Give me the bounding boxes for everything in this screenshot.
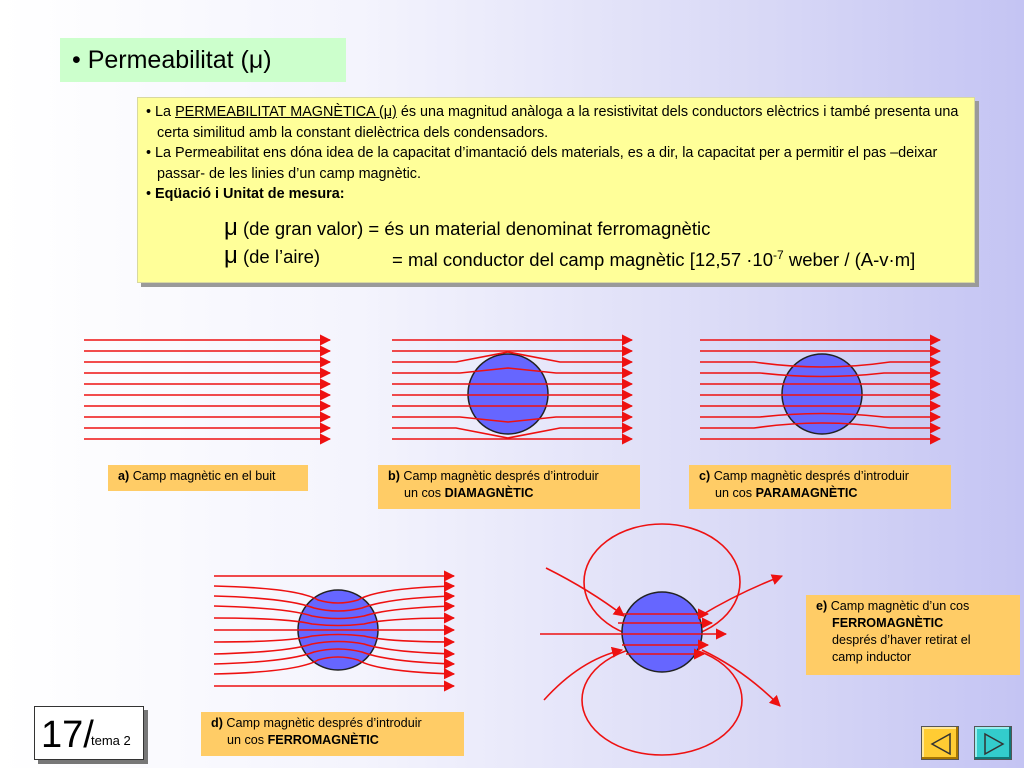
info-paragraph-2: • La Permeabilitat ens dóna idea de la capacitat d’imantació dels materials, es a dir, la capacitat per a permitir el pas –deixar passar- de les linies d’un camp magnètic.	[146, 145, 938, 182]
page-number-box	[34, 706, 144, 760]
caption-c	[689, 465, 951, 509]
page-number: 17/	[41, 714, 94, 756]
caption-b	[378, 465, 640, 509]
caption-material: FERROMAGNÈTIC	[832, 616, 944, 630]
diagram-paramagnetic	[694, 328, 956, 456]
permeability-term: PERMEABILITAT MAGNÈTICA (μ)	[175, 104, 397, 120]
caption-d	[201, 712, 464, 756]
caption-line-2	[388, 485, 632, 502]
exponent: -7	[773, 247, 784, 262]
caption-material: FERROMAGNÈTIC	[267, 733, 379, 747]
field-line	[700, 576, 782, 616]
caption-material: PARAMAGNÈTIC	[755, 486, 858, 500]
bullet: •	[146, 186, 156, 202]
slide-title: • Permeabilitat (μ)	[60, 38, 346, 82]
caption-text: Camp magnètic després d’introduir	[710, 469, 909, 483]
caption-text: Camp magnètic després d’introduir	[222, 716, 422, 730]
magnetized-body	[622, 592, 702, 672]
caption-text: un cos	[715, 486, 756, 500]
diagram-ferromagnetic	[208, 566, 470, 698]
formula-ferromagnetic	[146, 214, 964, 242]
formula-value	[392, 242, 915, 273]
mu-symbol: μ	[224, 213, 238, 241]
info-box	[137, 97, 975, 283]
triangle-right-icon	[975, 727, 1013, 761]
diagram-diamagnetic	[386, 328, 648, 456]
formula-air	[146, 242, 964, 270]
caption-letter: d)	[211, 716, 223, 730]
info-paragraph-1	[146, 102, 964, 143]
caption-text: camp inductor	[832, 650, 912, 664]
info-text: La	[155, 104, 176, 120]
diagram-vacuum	[78, 328, 340, 456]
bullet: •	[146, 104, 156, 120]
caption-text: un cos	[404, 486, 445, 500]
caption-text: Camp magnètic d’un cos	[827, 599, 970, 613]
caption-letter: c)	[699, 469, 711, 483]
caption-a	[108, 465, 308, 491]
diagram-magnetized	[530, 520, 800, 765]
caption-line-2	[211, 732, 456, 749]
caption-letter: a)	[118, 469, 130, 483]
caption-letter: e)	[816, 599, 828, 613]
caption-text: Camp magnètic després d’introduir	[399, 469, 599, 483]
formula-text: = mal conductor del camp magnètic [12,57 ·10	[392, 248, 774, 270]
next-slide-button[interactable]	[974, 726, 1012, 760]
caption-letter: b)	[388, 469, 400, 483]
previous-slide-button[interactable]	[921, 726, 959, 760]
caption-text: després d’haver retirat el	[832, 633, 971, 647]
caption-text: un cos	[227, 733, 268, 747]
info-text: és una magnitud anàloga a la resistivitat dels conductors elèctrics i també presenta una certa similitud amb la constant dielèctrica dels condensadors.	[157, 104, 959, 141]
equation-heading: Eqüació i Unitat de mesura:	[155, 186, 345, 202]
page-subtitle: tema 2	[91, 733, 131, 748]
formula-text: weber / (A-v·m]	[783, 248, 916, 270]
triangle-left-icon	[922, 727, 960, 761]
caption-e	[806, 595, 1020, 675]
info-paragraph-3	[146, 184, 964, 205]
caption-text: Camp magnètic en el buit	[129, 469, 276, 483]
formula-text: (de l’aire)	[237, 245, 321, 267]
formula-text: (de gran valor) = és un material denominat ferromagnètic	[237, 217, 711, 239]
mu-symbol: μ	[224, 241, 238, 269]
caption-material: DIAMAGNÈTIC	[444, 486, 534, 500]
caption-line-2	[699, 485, 943, 502]
